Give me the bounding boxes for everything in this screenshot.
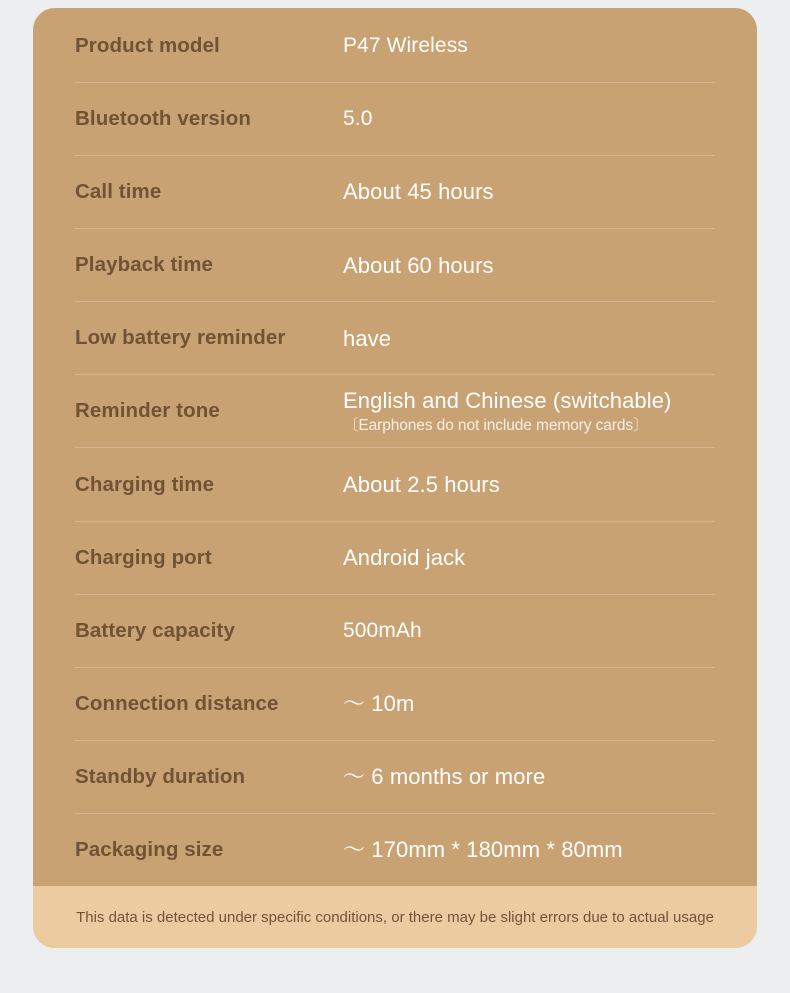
spec-value bbox=[343, 618, 715, 644]
table-row bbox=[75, 448, 715, 521]
spec-label: Playback time bbox=[75, 253, 214, 277]
spec-value-text: ～ 10m bbox=[343, 690, 415, 716]
spec-label: Packaging size bbox=[75, 837, 224, 861]
spec-value bbox=[343, 106, 715, 132]
table-row bbox=[75, 302, 715, 375]
spec-label: Standby duration bbox=[75, 764, 246, 788]
footer-disclaimer: This data is detected under specific conditions, or there may be slight errors due to actual usage bbox=[33, 886, 757, 948]
spec-value bbox=[343, 252, 715, 280]
spec-value bbox=[343, 33, 715, 59]
spec-value-note: 〔Earphones do not include memory cards〕 bbox=[343, 416, 649, 434]
spec-label: Bluetooth version bbox=[75, 107, 251, 131]
spec-value bbox=[343, 690, 715, 718]
spec-value bbox=[343, 836, 715, 864]
spec-value-text: 500mAh bbox=[343, 618, 422, 642]
spec-label: Reminder tone bbox=[75, 399, 220, 423]
spec-value bbox=[343, 387, 715, 435]
spec-label: Charging port bbox=[75, 545, 212, 569]
spec-value-text: About 2.5 hours bbox=[343, 471, 500, 497]
spec-value bbox=[343, 325, 715, 353]
spec-label: Charging time bbox=[75, 472, 215, 496]
spec-label: Product model bbox=[75, 34, 220, 58]
spec-label: Battery capacity bbox=[75, 618, 235, 642]
spec-label: Low battery reminder bbox=[75, 326, 286, 350]
spec-value-text: P47 Wireless bbox=[343, 33, 468, 57]
table-row bbox=[75, 156, 715, 229]
spec-value-text: ～ 6 months or more bbox=[343, 764, 546, 790]
table-row bbox=[75, 229, 715, 302]
spec-label: Call time bbox=[75, 180, 162, 204]
spec-label: Connection distance bbox=[75, 691, 279, 715]
table-row bbox=[75, 522, 715, 595]
spec-value bbox=[343, 763, 715, 791]
spec-value bbox=[343, 471, 715, 499]
product-spec-card bbox=[33, 8, 757, 948]
spec-value bbox=[343, 544, 715, 572]
spec-value-text: have bbox=[343, 325, 392, 351]
table-row bbox=[75, 595, 715, 668]
table-row bbox=[75, 83, 715, 156]
spec-value bbox=[343, 178, 715, 206]
spec-value-text: About 60 hours bbox=[343, 252, 494, 278]
spec-value-text: English and Chinese (switchable) bbox=[343, 388, 672, 414]
spec-value-text: 5.0 bbox=[343, 106, 373, 130]
table-row bbox=[75, 741, 715, 814]
spec-table bbox=[33, 8, 757, 886]
table-row bbox=[75, 10, 715, 83]
table-row bbox=[75, 814, 715, 886]
spec-value-text: About 45 hours bbox=[343, 179, 494, 205]
spec-value-text: Android jack bbox=[343, 544, 466, 570]
table-row bbox=[75, 375, 715, 448]
spec-value-text: ～ 170mm * 180mm * 80mm bbox=[343, 837, 623, 863]
table-row bbox=[75, 668, 715, 741]
